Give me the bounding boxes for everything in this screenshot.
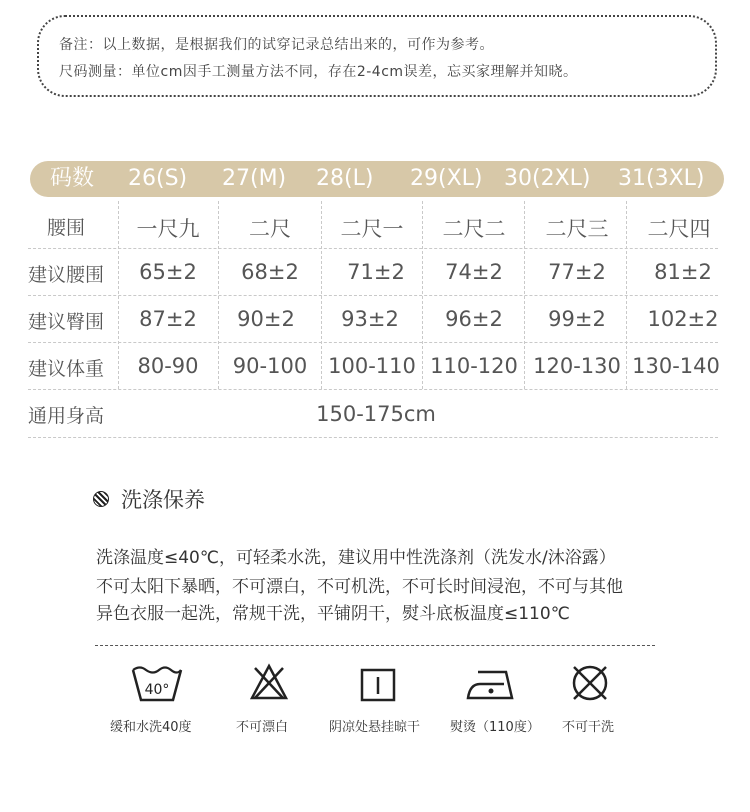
shade-hang-dry-icon <box>360 668 396 706</box>
wash-40-icon <box>130 662 184 708</box>
table-cell: 二尺三 <box>545 217 609 241</box>
care-label-no-bleach: 不可漂白 <box>236 720 289 735</box>
table-cell: 一尺九 <box>136 217 200 241</box>
care-title: 洗涤保养 <box>121 488 205 512</box>
care-label-iron: 熨烫（110度） <box>450 720 540 735</box>
table-cell: 二尺四 <box>647 217 711 241</box>
table-cell: 110-120 <box>430 354 518 378</box>
row-label-suggested-waist: 建议腰围 <box>28 264 105 286</box>
table-cell: 80-90 <box>137 354 199 378</box>
row-label-suggested-weight: 建议体重 <box>28 358 105 380</box>
table-cell: 102±2 <box>647 307 719 331</box>
note-line-2: 尺码测量：单位cm因手工测量方法不同，存在2-4cm误差，忘买家理解并知晓。 <box>59 64 578 80</box>
table-divider <box>28 437 718 438</box>
table-cell: 68±2 <box>241 260 299 284</box>
table-divider <box>28 248 718 249</box>
iron-icon <box>464 666 516 706</box>
care-text-line-2: 不可太阳下暴晒，不可漂白，不可机洗，不可长时间浸泡，不可与其他 <box>96 577 623 597</box>
size-header-30: 30(2XL) <box>504 166 591 191</box>
row-label-waist: 腰围 <box>47 217 86 239</box>
table-divider <box>28 389 718 390</box>
size-header-29: 29(XL) <box>410 166 483 191</box>
table-cell: 100-110 <box>328 354 416 378</box>
care-label-wash: 缓和水洗40度 <box>110 720 192 735</box>
row-label-height: 通用身高 <box>28 405 105 427</box>
table-cell: 二尺 <box>249 217 291 241</box>
care-label-hang-dry: 阴凉处悬挂晾干 <box>329 720 421 735</box>
table-cell: 120-130 <box>533 354 621 378</box>
table-cell: 87±2 <box>139 307 197 331</box>
table-cell: 71±2 <box>347 260 405 284</box>
care-label-no-dry-clean: 不可干洗 <box>562 720 615 735</box>
care-text-line-3: 异色衣服一起洗，常规干洗，平铺阴干，熨斗底板温度≤110℃ <box>96 604 570 624</box>
note-line-1: 备注：以上数据，是根据我们的试穿记录总结出来的，可作为参考。 <box>59 37 494 53</box>
table-cell: 二尺一 <box>340 217 404 241</box>
table-divider <box>28 342 718 343</box>
table-divider <box>28 295 718 296</box>
table-cell: 74±2 <box>445 260 503 284</box>
table-cell: 二尺二 <box>442 217 506 241</box>
note-box <box>37 15 717 97</box>
table-cell: 99±2 <box>548 307 606 331</box>
height-value: 150-175cm <box>316 402 436 426</box>
section-bullet-icon <box>93 491 109 507</box>
size-header-27: 27(M) <box>222 166 287 191</box>
row-label-suggested-hip: 建议臀围 <box>28 311 105 333</box>
care-text-line-1: 洗涤温度≤40℃，可轻柔水洗，建议用中性洗涤剂（洗发水/沐浴露） <box>96 548 616 568</box>
table-cell: 96±2 <box>445 307 503 331</box>
table-cell: 90±2 <box>237 307 295 331</box>
table-cell: 77±2 <box>548 260 606 284</box>
size-header-28: 28(L) <box>316 166 374 191</box>
table-cell: 130-140 <box>632 354 720 378</box>
size-header-26: 26(S) <box>128 166 188 191</box>
size-header-bar <box>30 161 724 197</box>
table-cell: 81±2 <box>654 260 712 284</box>
table-cell: 93±2 <box>341 307 399 331</box>
table-cell: 90-100 <box>232 354 308 378</box>
no-bleach-icon <box>249 662 289 706</box>
size-header-31: 31(3XL) <box>618 166 705 191</box>
table-cell: 65±2 <box>139 260 197 284</box>
size-header-label: 码数 <box>50 166 95 191</box>
care-divider <box>95 645 655 646</box>
no-dry-clean-icon <box>569 662 611 708</box>
wash-temp-label: 40° <box>144 682 170 698</box>
